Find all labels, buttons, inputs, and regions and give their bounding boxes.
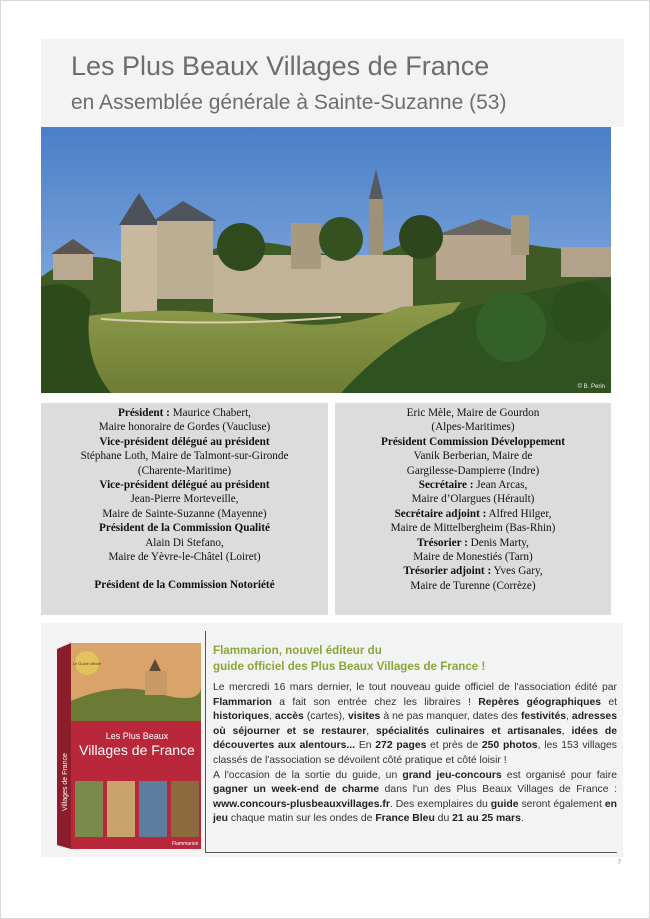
book-series: Les Plus Beaux [105, 731, 169, 741]
officer-line: Secrétaire adjoint : Alfred Hilger, [394, 507, 552, 520]
photo-credit: © B. Perin [577, 384, 605, 390]
officer-line: Maire d’Olargues (Hérault) [411, 493, 535, 506]
officer-line: Jean-Pierre Morteveille, [130, 493, 239, 506]
contest-link[interactable]: www.concours-plusbeauxvillages.fr [213, 798, 390, 810]
officers-right-box [335, 403, 611, 615]
officer-line: Maire de Monestiés (Tarn) [413, 551, 533, 564]
officer-line: Maire de Turenne (Corrèze) [410, 579, 536, 592]
page-title: Les Plus Beaux Villages de France [71, 51, 490, 81]
officer-line: Maire honoraire de Gordes (Vaucluse) [98, 421, 271, 434]
officer-line: Eric Mèle, Maire de Gourdon [406, 407, 540, 419]
page-number: 7 [617, 860, 621, 866]
officer-line: Trésorier adjoint : Yves Gary, [403, 565, 543, 578]
officer-role: Vice-président délégué au président [99, 479, 270, 492]
officer-line: Vanik Berberian, Maire de [413, 450, 533, 463]
officer-line: Maire de Sainte-Suzanne (Mayenne) [102, 507, 267, 520]
book-publisher: Flammarion [172, 841, 199, 847]
castle-landscape-image [41, 127, 611, 393]
officer-line: (Alpes-Maritimes) [431, 421, 515, 434]
book-badge: Le Guide officiel [72, 661, 102, 666]
feature-text-column [205, 631, 617, 853]
officer-line: Stéphane Loth, Maire de Talmont-sur-Gironde [80, 450, 289, 463]
village-photo [41, 127, 611, 393]
book-spine: Villages de France [62, 753, 69, 811]
officers-left-box [41, 403, 328, 615]
officer-line: Maire de Mittelbergheim (Bas-Rhin) [390, 522, 556, 535]
officer-role: Président de la Commission Qualité [99, 522, 270, 535]
officer-line: Trésorier : Denis Marty, [417, 536, 529, 549]
officer-line: Secrétaire : Jean Arcas, [418, 479, 528, 492]
officer-line: Président : Maurice Chabert, [118, 407, 251, 419]
book-illustration [57, 641, 205, 851]
officer-role: Président de la Commission Notoriété [94, 579, 275, 592]
officer-line: Gargilesse-Dampierre (Indre) [406, 464, 540, 477]
article-header [41, 39, 624, 127]
feature-title: Flammarion, nouvel éditeur du guide officiel des Plus Beaux Villages de France ! [213, 644, 486, 673]
page-subtitle: en Assemblée générale à Sainte-Suzanne (53) [71, 91, 507, 114]
feature-body: Le mercredi 16 mars dernier, le tout nouveau guide officiel de l'association édité par Flammarion a fait son entrée chez les libraires ! Repères géographiques et historiques, accès (cartes), visites à ne pas manquer, dates des festivités, adresses où séjourner et se restaurer, spécialités culinaires et artisanales, idées de découvertes aux alentours... En 272 pages et près de 250 photos, les 153 villages classés de l'association se dévoilent côté pratique et côté loisir ! A l'occasion de la sortie du guide, un grand jeu-concours est organisé pour faire gagner un week-end de charme dans l'un des Plus Beaux Villages de France : www.concours-plusbeauxvillages.fr. Des exemplaires du guide seront également en jeu chaque matin sur les ondes de France Bleu du 21 au 25 mars. [213, 682, 618, 825]
officer-line: Alain Di Stefano, [145, 536, 224, 549]
officer-role: Vice-président délégué au président [99, 435, 270, 448]
officer-line: Maire de Yèvre-le-Châtel (Loiret) [108, 551, 261, 564]
officer-role: Président Commission Développement [381, 435, 565, 448]
officer-line: (Charente-Maritime) [137, 464, 232, 477]
guide-book-cover [57, 641, 205, 851]
book-title: Villages de France [79, 742, 195, 758]
